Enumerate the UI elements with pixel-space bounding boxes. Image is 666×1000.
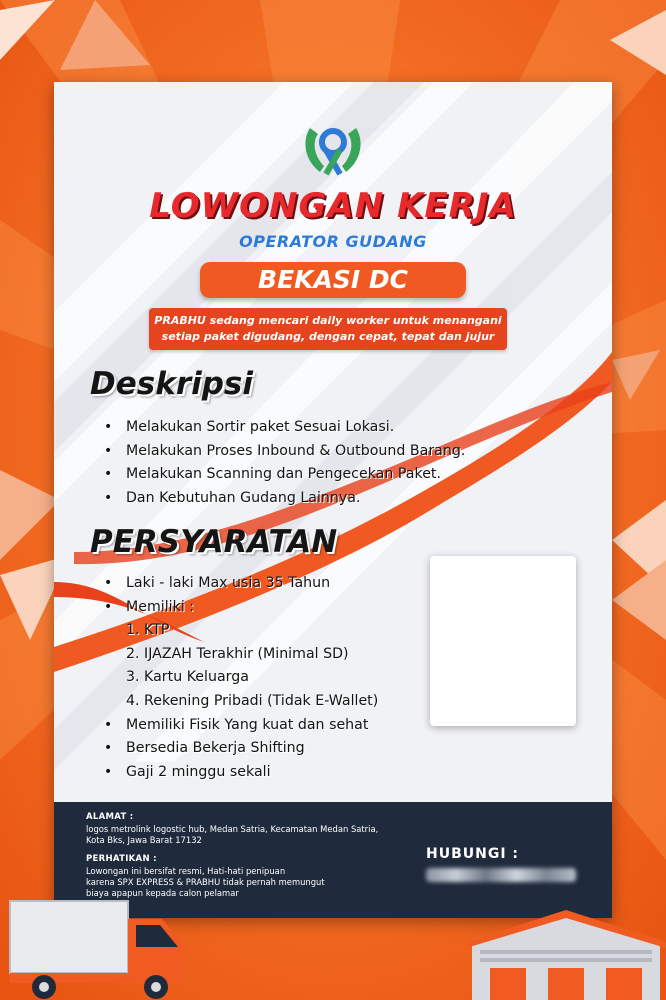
deskripsi-list xyxy=(104,416,465,510)
list-item: • Gaji 2 minggu sekali xyxy=(104,763,271,780)
list-item: 4. Rekening Pribadi (Tidak E-Wallet) xyxy=(126,692,379,709)
intro-line: setiap paket digudang, dengan cepat, tepat dan jujur xyxy=(161,330,495,343)
perhatikan-label: PERHATIKAN : xyxy=(86,854,157,864)
intro-banner xyxy=(149,308,507,350)
list-item: 3. Kartu Keluarga xyxy=(126,669,249,686)
photo-placeholder xyxy=(430,556,576,726)
blurred-phone-number xyxy=(426,868,576,882)
hubungi-label: HUBUNGI : xyxy=(426,846,520,862)
list-item: 1. KTP xyxy=(126,622,170,639)
address-line: Kota Bks, Jawa Barat 17132 xyxy=(86,835,202,845)
poster-card xyxy=(54,82,612,918)
position-subtitle: OPERATOR GUDANG xyxy=(239,232,427,251)
notice-line: Lowongan ini bersifat resmi, Hati-hati penipuan xyxy=(86,866,286,876)
persyaratan-list xyxy=(104,572,378,784)
address-line: logos metrolink logostic hub, Medan Satria, Kecamatan Medan Satria, xyxy=(86,824,379,834)
notice-line: biaya apapun kepada calon pelamar xyxy=(86,888,239,898)
job-vacancy-title: LOWONGAN KERJA xyxy=(149,186,517,226)
location-badge: BEKASI DC xyxy=(200,262,466,298)
notice-line: karena SPX EXPRESS & PRABHU tidak pernah memungut xyxy=(86,877,325,887)
list-item: • Memiliki : xyxy=(104,598,195,615)
list-item: 2. IJAZAH Terakhir (Minimal SD) xyxy=(126,645,349,662)
list-item: • Bersedia Bekerja Shifting xyxy=(104,740,305,757)
warehouse-icon xyxy=(466,906,666,1000)
company-logo-icon xyxy=(300,120,366,180)
list-item: • Melakukan Proses Inbound & Outbound Barang. xyxy=(104,442,466,459)
list-item: • Dan Kebutuhan Gudang Lainnya. xyxy=(104,489,361,506)
list-item: • Melakukan Sortir paket Sesuai Lokasi. xyxy=(104,419,395,435)
deskripsi-heading: Deskripsi xyxy=(90,366,254,402)
list-item: • Laki - laki Max usia 35 Tahun xyxy=(104,575,331,591)
persyaratan-heading: PERSYARATAN xyxy=(90,524,338,560)
list-item: • Melakukan Scanning dan Pengecekan Paket. xyxy=(104,466,441,483)
list-item: • Memiliki Fisik Yang kuat dan sehat xyxy=(104,716,369,733)
delivery-truck-icon xyxy=(0,895,200,1000)
alamat-label: ALAMAT : xyxy=(86,812,134,822)
intro-line: PRABHU sedang mencari daily worker untuk menangani xyxy=(154,314,502,327)
